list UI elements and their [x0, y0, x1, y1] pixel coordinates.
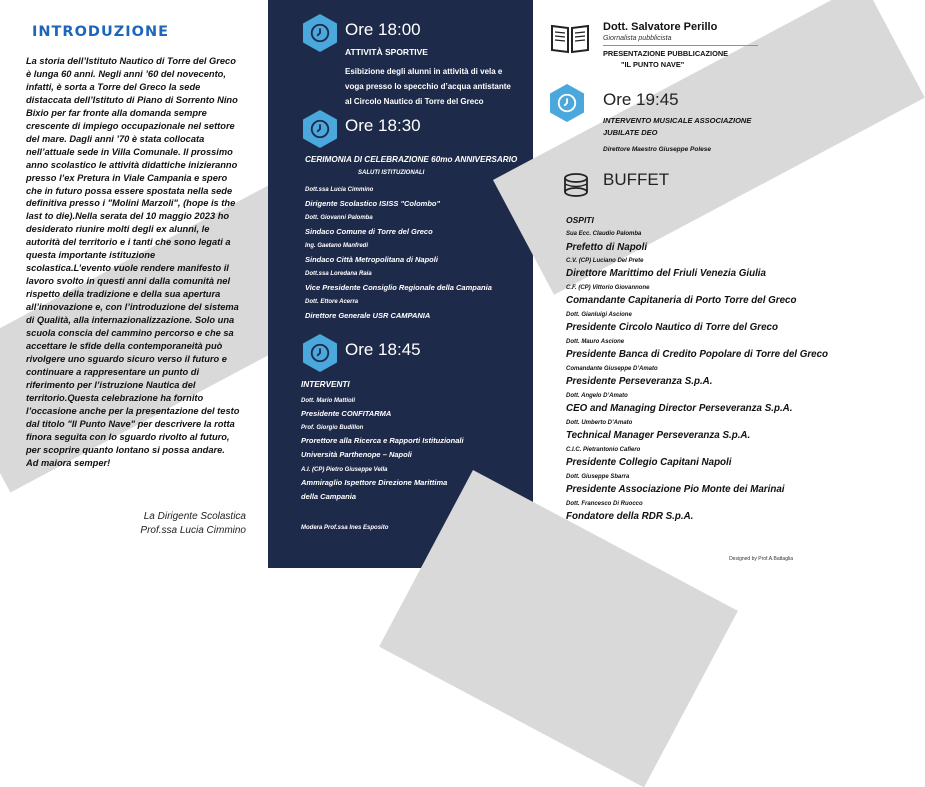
speaker-name: A.I. (CP) Pietro Giuseppe Vella: [301, 467, 388, 473]
speaker-role: Sindaco Comune di Torre del Greco: [305, 227, 433, 236]
cake-icon: [561, 170, 591, 200]
intro-line: definitiva presso i "Molini Marzoli", (hope is the: [26, 198, 236, 209]
guest-role: Presidente Banca di Credito Popolare di Torre del Greco: [566, 349, 829, 360]
intro-line: Bixio per far fronte alla domanda sempre: [26, 107, 207, 118]
guest-name: C.I.C. Pietrantonio Cafiero: [566, 447, 641, 453]
intro-line: La storia dell’Istituto Nautico di Torre del Greco: [26, 56, 236, 66]
intro-line: last to die).Nella serata del 10 maggio 2023 ho: [26, 211, 230, 222]
guest-role: Technical Manager Perseveranza S.p.A.: [566, 430, 751, 441]
speaker-role: Prorettore alla Ricerca e Rapporti Istituzionali: [301, 436, 464, 445]
speaker-name: Dott. Giovanni Palomba: [305, 215, 373, 221]
speaker-role: Università Parthenope – Napoli: [301, 450, 412, 459]
time-label: Ore 18:30: [345, 116, 421, 135]
guest-name: Dott. Mauro Ascione: [566, 339, 625, 345]
guest-name: Sua Ecc. Claudio Palomba: [566, 231, 642, 237]
guest-name: Dott. Giuseppe Sbarra: [566, 474, 630, 480]
speaker-name: Dott.ssa Loredana Raia: [305, 271, 372, 277]
intro-line: del mare. Dagli anni ’70 è stata collocata: [26, 133, 205, 144]
guest-name: Dott. Francesco Di Ruocco: [566, 501, 643, 507]
presentation-title: [603, 48, 728, 70]
intro-title: INTRODUZIONE: [32, 24, 169, 40]
guest-role: Fondatore della RDR S.p.A.: [566, 511, 694, 522]
intro-line: territorio.Questa celebrazione ha fornito: [26, 392, 204, 403]
clock-icon: [303, 110, 337, 148]
intro-line: è lunga 60 anni. Negli anni ’60 del novecento,: [26, 68, 226, 79]
ospiti-heading: OSPITI: [566, 215, 594, 225]
intro-line: che in futuro possa essere spostata nella sede: [26, 185, 233, 196]
saluti-heading: SALUTI ISTITUZIONALI: [358, 170, 425, 176]
speaker-role: Presidente CONFITARMA: [301, 409, 392, 418]
intro-line: infatti, è sorta a Torre del Greco la sede: [26, 81, 201, 92]
sport-desc-line: voga presso lo specchio d’acqua antistante: [345, 82, 511, 91]
speaker-name: Ing. Gaetano Manfredi: [305, 243, 369, 249]
intro-line: questa importante istituzione: [26, 250, 156, 261]
speaker-role: Vice Presidente Consiglio Regionale della Campania: [305, 283, 492, 292]
speaker-name: Dott. Mario Mattioli: [301, 398, 355, 404]
time-label: Ore 18:00: [345, 20, 421, 39]
buffet-title: BUFFET: [603, 170, 670, 189]
speaker-role: della Campania: [301, 492, 357, 501]
intro-line: di Qualità, alla internazionalizzazione. Solo una: [26, 315, 235, 326]
intro-line: finora seguita con lo sguardo rivolto al futuro,: [26, 431, 230, 442]
guest-role: Direttore Marittimo del Friuli Venezia Giulia: [566, 268, 766, 279]
perillo-name: Dott. Salvatore Perillo: [603, 21, 718, 33]
guest-role: Presidente Perseveranza S.p.A.: [566, 376, 713, 387]
guest-name: C.F. (CP) Vittorio Giovannone: [566, 285, 650, 291]
speaker-name: Prof. Giorgio Budillon: [301, 425, 364, 431]
guest-role: Presidente Associazione Pio Monte dei Marinai: [566, 484, 785, 495]
perillo-role: Giornalista pubblicista: [603, 35, 672, 42]
intro-line: distaccata dell’Istituto di Piano di Sorrento Nino: [26, 94, 238, 105]
design-credit: Designed by Prof.A.Battaglia: [729, 556, 793, 562]
speaker-role: Dirigente Scolastico ISISS "Colombo": [305, 199, 441, 208]
intro-line: desiderato riunire molti degli ex alunni, le: [26, 224, 210, 235]
sport-desc-line: Esibizione degli alunni in attività di vela e: [345, 67, 503, 76]
speaker-role: Sindaco Città Metropolitana di Napoli: [305, 255, 438, 264]
music-line: JUBILATE DEO: [603, 128, 658, 137]
ceremony-heading: CERIMONIA DI CELEBRAZIONE 60mo ANNIVERSARIO: [305, 155, 518, 164]
intro-line: autorità del territorio e i tanti che sono legati a: [26, 237, 231, 248]
intro-line: continuare a rappresentare un punto di: [26, 366, 200, 377]
intro-line: scolastica.L’evento vuole rendere manifesto il: [26, 263, 229, 274]
signature-role: La Dirigente Scolastica: [143, 511, 246, 522]
moderator: Modera Prof.ssa Ines Esposito: [301, 525, 389, 531]
guest-role: Comandante Capitaneria di Porto Torre del Greco: [566, 295, 797, 306]
speaker-role: Direttore Generale USR CAMPANIA: [305, 311, 431, 320]
guest-name: Comandante Giuseppe D’Amato: [566, 366, 658, 372]
guest-role: Presidente Collegio Capitani Napoli: [566, 457, 732, 468]
sport-description: [345, 64, 511, 109]
intro-line: rivolgere uno sguardo sicuro verso il futuro e: [26, 353, 227, 364]
presentation-line: PRESENTAZIONE PUBBLICAZIONE: [603, 49, 729, 58]
intro-text: [26, 55, 258, 470]
intro-line: lavoro svolto in questi anni dalla comunità nel: [26, 276, 231, 287]
signature-name: Prof.ssa Lucia Cimmino: [140, 525, 246, 536]
clock-icon: [303, 334, 337, 372]
right-panel: [533, 0, 829, 568]
speaker-name: Dott.ssa Lucia Cimmino: [305, 187, 374, 193]
guest-name: Dott. Gianluigi Ascione: [566, 312, 632, 318]
intro-line: accettare le sfide della contemporaneità può: [26, 340, 223, 351]
clock-icon: [303, 14, 337, 52]
intro-line: Ad maiora semper!: [26, 457, 111, 468]
intro-line: crescente di impiego occupazionale nel settore: [26, 120, 235, 131]
guest-name: C.V. (CP) Luciano Del Prete: [566, 258, 644, 264]
guest-role: Prefetto di Napoli: [566, 242, 648, 253]
speaker-name: Dott. Ettore Acerra: [305, 299, 359, 305]
intro-line: l’occasione anche per la presentazione del testo: [26, 405, 240, 416]
intro-line: all’innovazione e, con l’introduzione del sistema: [26, 302, 239, 313]
intro-line: per scoprire quanto lontano si possa andare.: [26, 444, 225, 455]
intro-line: nell’attuale sede in Villa Comunale. Il prossimo: [26, 146, 233, 157]
left-panel: [0, 0, 268, 568]
speaker-role: Ammiraglio Ispettore Direzione Marittima: [301, 478, 448, 487]
intro-line: dal titolo "Il Punto Nave" per descrivere la rotta: [26, 418, 235, 429]
intro-line: scuola conscia del cammino percorso e che sa: [26, 328, 234, 339]
sport-desc-line: al Circolo Nautico di Torre del Greco: [345, 97, 484, 106]
intro-line: anno scolastico le attività didattiche inizieranno: [26, 159, 238, 170]
guest-name: Dott. Umberto D’Amato: [566, 420, 633, 426]
time-label: Ore 19:45: [603, 90, 679, 109]
sport-title: ATTIVITÀ SPORTIVE: [345, 47, 428, 57]
interventi-heading: INTERVENTI: [301, 380, 350, 389]
clock-icon: [550, 84, 584, 122]
intro-line: riferimento per l’istruzione Nautica del: [26, 379, 196, 390]
signature: [140, 510, 246, 538]
guest-role: Presidente Circolo Nautico di Torre del Greco: [566, 322, 778, 333]
intro-line: rispetto della tradizione e della sua apertura: [26, 289, 221, 300]
time-label: Ore 18:45: [345, 340, 421, 359]
music-director: Direttore Maestro Giuseppe Polese: [603, 146, 712, 153]
presentation-line: "IL PUNTO NAVE": [621, 60, 685, 69]
guest-role: CEO and Managing Director Perseveranza S.p.A.: [566, 403, 793, 414]
book-icon: [550, 22, 590, 54]
intro-line: presso l’ex Pretura in Viale Campania e spero: [26, 172, 228, 183]
divider: [603, 45, 758, 46]
guest-name: Dott. Angelo D’Amato: [566, 393, 628, 399]
music-line: INTERVENTO MUSICALE ASSOCIAZIONE: [603, 116, 752, 125]
